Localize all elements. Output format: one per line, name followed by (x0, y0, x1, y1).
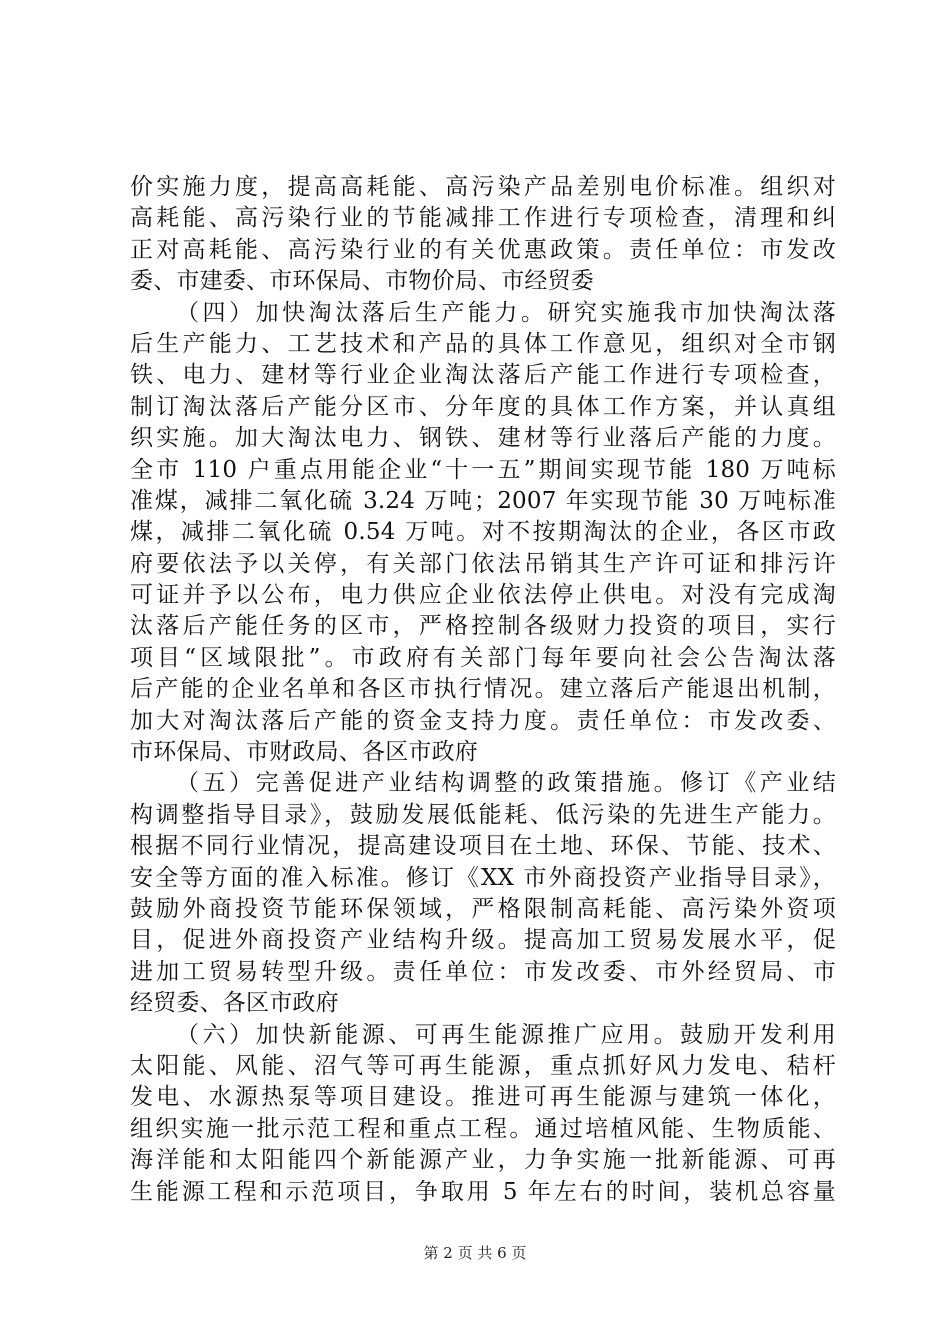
text-line: 进加工贸易转型升级。责任单位：市发改委、市外经贸局、市 (130, 958, 836, 985)
text-line: 高耗能、高污染行业的节能减排工作进行专项检查，清理和纠 (130, 205, 836, 232)
text-line: 发电、水源热泵等项目建设。推进可再生能源与建筑一体化， (130, 1084, 836, 1111)
text-line: 价实施力度，提高高耗能、高污染产品差别电价标准。组织对 (130, 174, 836, 200)
text-line: 制订淘汰落后产能分区市、分年度的具体工作方案，并认真组 (130, 393, 836, 420)
text-line: 正对高耗能、高污染行业的有关优惠政策。责任单位：市发改 (130, 236, 836, 263)
text-line: 全市 110 户重点用能企业“十一五”期间实现节能 180 万吨标 (130, 456, 836, 483)
text-line: 根据不同行业情况，提高建设项目在土地、环保、节能、技术、 (130, 833, 836, 860)
text-line: 可证并予以公布，电力供应企业依法停止供电。对没有完成淘 (130, 582, 836, 609)
text-line: 经贸委、各区市政府 (130, 990, 339, 1017)
paragraph-first-line: （四）加快淘汰落后生产能力。研究实施我市加快淘汰落 (176, 299, 836, 326)
text-line: 生能源工程和示范项目，争取用 5 年左右的时间，装机总容量 (130, 1178, 836, 1205)
text-line: 安全等方面的准入标准。修订《XX 市外商投资产业指导目录》， (130, 864, 836, 891)
text-line: 目，促进外商投资产业结构升级。提高加工贸易发展水平，促 (130, 927, 836, 954)
text-line: 委、市建委、市环保局、市物价局、市经贸委 (130, 268, 594, 295)
text-line: 后生产能力、工艺技术和产品的具体工作意见，组织对全市钢 (130, 330, 836, 357)
text-line: 织实施。加大淘汰电力、钢铁、建材等行业落后产能的力度。 (130, 425, 836, 452)
text-line: 组织实施一批示范工程和重点工程。通过培植风能、生物质能、 (130, 1115, 836, 1142)
text-line: 煤，减排二氧化硫 0.54 万吨。对不按期淘汰的企业，各区市政 (130, 519, 836, 546)
text-line: 铁、电力、建材等行业企业淘汰落后产能工作进行专项检查， (130, 362, 836, 389)
text-line: 府要依法予以关停，有关部门依法吊销其生产许可证和排污许 (130, 550, 836, 577)
text-line: 太阳能、风能、沼气等可再生能源，重点抓好风力发电、秸杆 (130, 1052, 836, 1079)
paragraph-first-line: （五）完善促进产业结构调整的政策措施。修订《产业结 (176, 770, 836, 797)
text-line: 项目“区域限批”。市政府有关部门每年要向社会公告淘汰落 (130, 644, 836, 671)
body-text (130, 172, 836, 1208)
text-line: 海洋能和太阳能四个新能源产业，力争实施一批新能源、可再 (130, 1147, 836, 1174)
paragraph-first-line: （六）加快新能源、可再生能源推广应用。鼓励开发利用 (176, 1021, 836, 1048)
text-line: 后产能的企业名单和各区市执行情况。建立落后产能退出机制， (130, 676, 836, 703)
text-line: 构调整指导目录》，鼓励发展低能耗、低污染的先进生产能力。 (130, 801, 836, 828)
text-line: 鼓励外商投资节能环保领域，严格限制高耗能、高污染外资项 (130, 895, 836, 922)
page-footer: 第 2 页 共 6 页 (423, 1244, 527, 1262)
text-line: 准煤，减排二氧化硫 3.24 万吨；2007 年实现节能 30 万吨标准 (130, 487, 836, 514)
text-line: 市环保局、市财政局、各区市政府 (130, 739, 478, 766)
text-line: 加大对淘汰落后产能的资金支持力度。责任单位：市发改委、 (130, 707, 836, 734)
text-line: 汰落后产能任务的区市，严格控制各级财力投资的项目，实行 (130, 613, 836, 640)
